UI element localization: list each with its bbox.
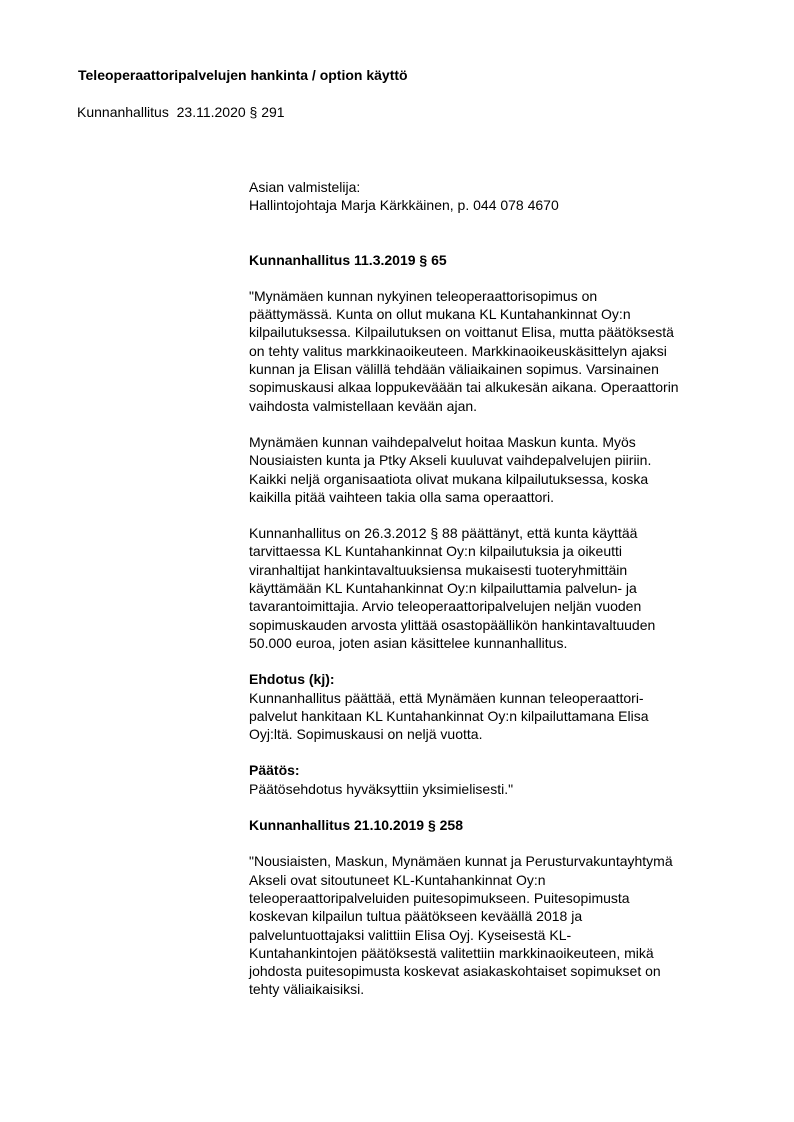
text-line: Oyj:ltä. Sopimuskausi on neljä vuotta.: [249, 726, 483, 743]
proposal-heading: Ehdotus (kj):: [249, 671, 335, 688]
paragraph-procurement-authority: [249, 524, 719, 652]
document-title: Teleoperaattoripalvelujen hankinta / option käyttö: [78, 67, 408, 83]
text-line: "Nousiaisten, Maskun, Mynämäen kunnat ja Perusturvakuntayhtymä: [249, 853, 673, 870]
section-heading-2019-03: Kunnanhallitus 11.3.2019 § 65: [249, 251, 447, 268]
text-line: palveluntuottajaksi valittiin Elisa Oyj. Kyseisestä KL-: [249, 926, 572, 943]
text-line: Nousiaisten kunta ja Ptky Akseli kuuluvat vaihdepalvelujen piiriin.: [249, 452, 652, 469]
text-line: tarvittaessa KL Kuntahankinnat Oy:n kilpailutuksia ja oikeutti: [249, 543, 623, 560]
text-line: Kaikki neljä organisaatiota olivat mukana kilpailutuksessa, koska: [249, 470, 649, 487]
text-line: Akseli ovat sitoutuneet KL-Kuntahankinnat Oy:n: [249, 871, 546, 888]
text-line: viranhaltijat hankintavaltuuksiensa mukaisesti tuoteryhmittäin: [249, 561, 628, 578]
text-line: kaikilla pitää vaihteen takia olla sama operaattori.: [249, 488, 555, 505]
meeting-reference: Kunnanhallitus 23.11.2020 § 291: [77, 104, 285, 120]
paragraph-switchboard: [249, 433, 719, 506]
text-line: sopimuskausi alkaa loppukeväään tai alkukesän aikana. Operaattorin: [249, 379, 679, 396]
text-line: Kuntahankintojen päätöksestä valitettiin markkinaoikeuteen, mikä: [249, 944, 654, 961]
text-line: 50.000 euroa, joten asian käsittelee kunnanhallitus.: [249, 634, 568, 651]
document-body: [249, 178, 719, 999]
text-line: Kunnanhallitus on 26.3.2012 § 88 päättänyt, että kunta käyttää: [249, 525, 638, 542]
text-line: vaihdosta valmistellaan kevään ajan.: [249, 397, 478, 414]
section-heading-2019-10: Kunnanhallitus 21.10.2019 § 258: [249, 817, 463, 834]
paragraph-current-agreement: [249, 287, 719, 415]
paragraph-framework-agreement: [249, 852, 719, 998]
text-line: Kunnanhallitus päättää, että Mynämäen kunnan teleoperaattori-: [249, 689, 644, 706]
text-line: teleoperaattoripalveluiden puitesopimukseen. Puitesopimusta: [249, 889, 630, 906]
text-line: palvelut hankitaan KL Kuntahankinnat Oy:n kilpailuttamana Elisa: [249, 707, 649, 724]
text-line: johdosta puitesopimusta koskevat asiakaskohtaiset sopimukset on: [249, 963, 661, 980]
preparer-name: Hallintojohtaja Marja Kärkkäinen, p. 044 078 4670: [249, 197, 559, 214]
text-line: käyttämään KL Kuntahankinnat Oy:n kilpailuttamia palvelun- ja: [249, 580, 637, 597]
text-line: kilpailutuksessa. Kilpailutuksen on voittanut Elisa, mutta päätöksestä: [249, 324, 674, 341]
text-line: koskevan kilpailun tultua päätökseen keväällä 2018 ja: [249, 908, 583, 925]
text-line: Mynämäen kunnan vaihdepalvelut hoitaa Maskun kunta. Myös: [249, 433, 636, 450]
text-line: "Mynämäen kunnan nykyinen teleoperaattorisopimus on: [249, 287, 598, 304]
text-line: tehty väliaikaisiksi.: [249, 981, 365, 998]
decision-heading: Päätös:: [249, 762, 300, 779]
text-line: on tehty valitus markkinaoikeuteen. Markkinaoikeuskäsittelyn ajaksi: [249, 342, 667, 359]
decision-text: Päätösehdotus hyväksyttiin yksimielisesti.": [249, 780, 514, 797]
text-line: tavarantoimittajia. Arvio teleoperaattoripalvelujen neljän vuoden: [249, 598, 642, 615]
text-line: päättymässä. Kunta on ollut mukana KL Kuntahankinnat Oy:n: [249, 306, 631, 323]
proposal-text: [249, 689, 719, 744]
text-line: sopimuskauden arvosta ylittää osastopäällikön hankintavaltuuden: [249, 616, 656, 633]
preparer-label: Asian valmistelija:: [249, 179, 361, 195]
text-line: kunnan ja Elisan välillä tehdään väliaikainen sopimus. Varsinainen: [249, 361, 659, 378]
